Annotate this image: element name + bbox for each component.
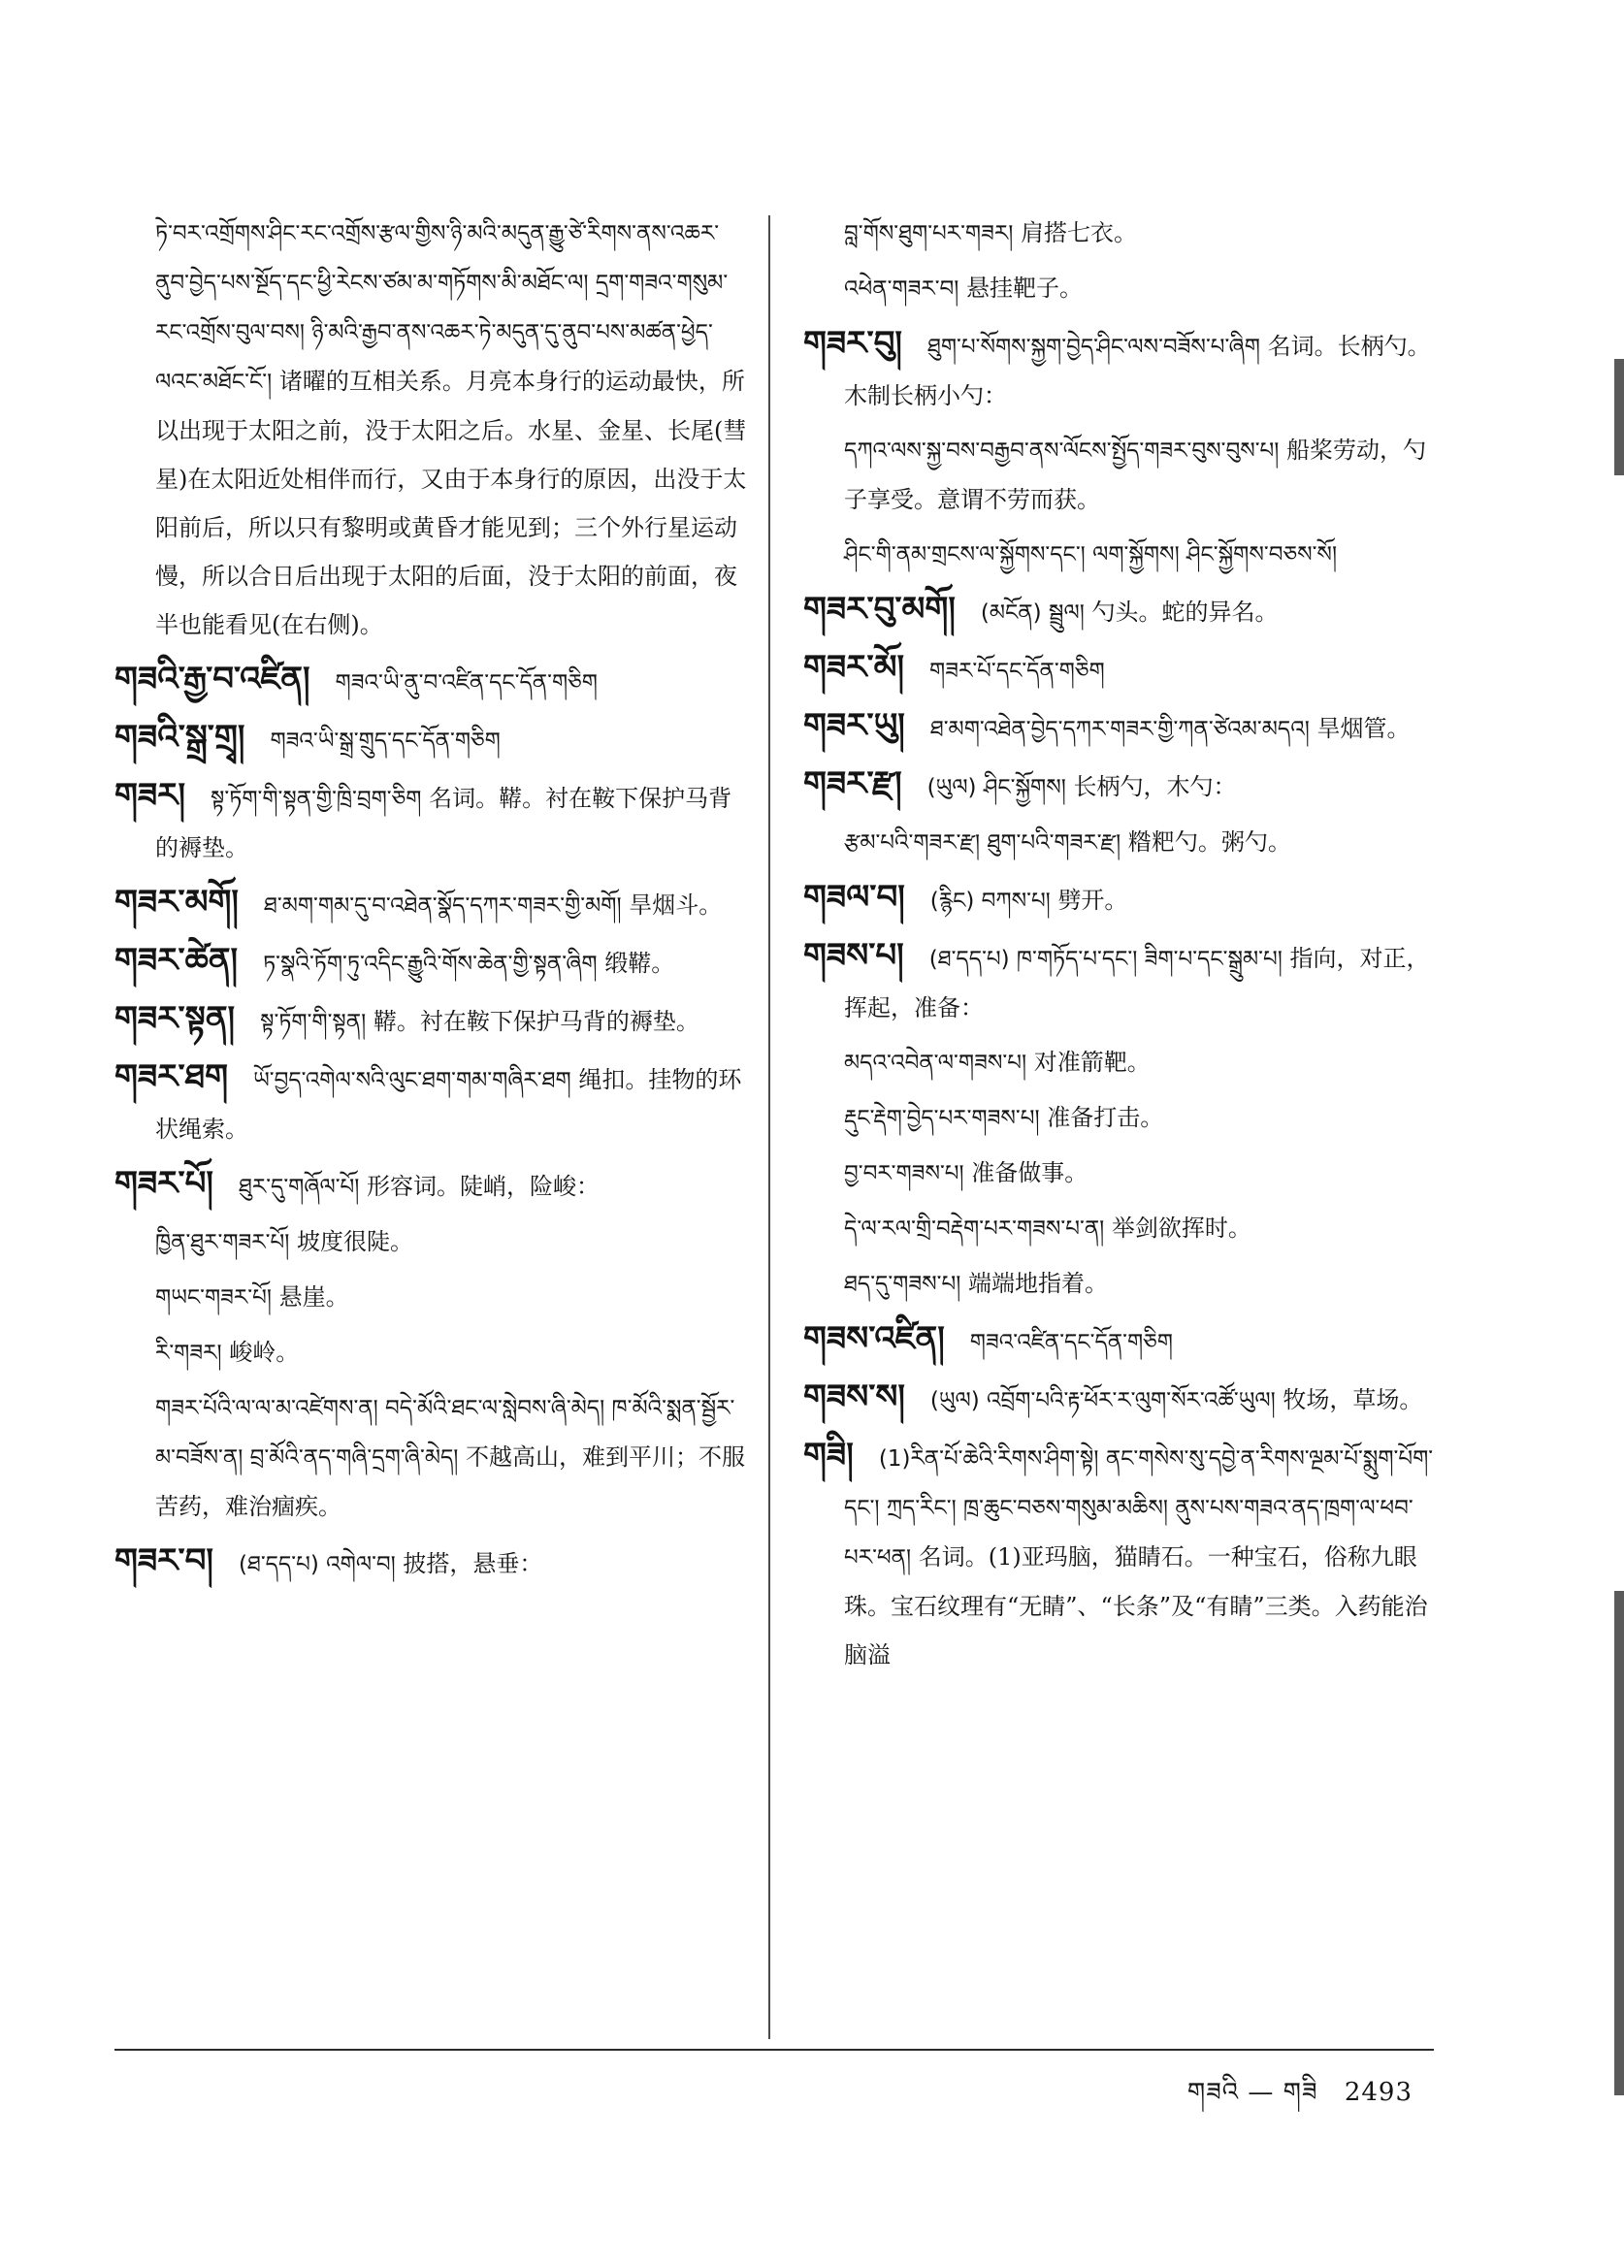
entry-headword: གཟས་འཛིན།	[803, 1319, 945, 1358]
entry-headword: གཟར་ཡུ།	[803, 706, 905, 745]
tibetan-text: ཐ་མག་འཐེན་བྱེད་དཀར་གཟར་གྱི་ཀན་ཙེའམ་མདའ།	[929, 717, 1310, 742]
chinese-definition: 诸曜的互相关系。月亮本身行的运动最快，所以出现于太阳之前，没于太阳之后。水星、金星、长尾(彗星)在太阳近处相伴而行，又由于本身行的原因，出没于太阳前后，所以只有黎明或黄昏才能见到；三个外行星运动慢，所以合日后出现于太阳的后面，没于太阳的前面，夜半也能看见(在右侧)。	[155, 368, 747, 638]
scan-edge-mark	[1614, 359, 1624, 475]
entry-headword: གཟར་མགོ།	[114, 883, 239, 922]
entry-headword: གཟར་བུ།	[803, 324, 902, 363]
dictionary-entry	[803, 1314, 1434, 1367]
chinese-definition: 坡度很陡。	[296, 1228, 413, 1255]
entry-continuation	[803, 426, 1434, 524]
tibetan-text: བྱ་བར་གཟས་པ།	[844, 1161, 964, 1186]
tibetan-text: (ཡུལ) འབྲོག་པའི་རྟ་ཕོར་ར་ལུག་སོར་འཚོ་ཡུལ།	[929, 1388, 1276, 1413]
entry-continuation	[114, 1328, 750, 1377]
dictionary-entry	[114, 936, 750, 988]
chinese-definition: 牧场，草场。	[1283, 1386, 1423, 1413]
tibetan-text: ཐུག་པ་སོགས་སྐྱག་བྱེད་ཤིང་ལས་བཟོས་པ་ཞིག	[926, 335, 1260, 360]
chinese-definition: 悬挂靶子。	[966, 275, 1084, 302]
chinese-definition: 名词。长柄勺。木制长柄小勺：	[844, 333, 1431, 409]
entry-continuation	[803, 818, 1434, 867]
entry-headword: གཟར་པོ།	[114, 1164, 213, 1203]
entry-continuation	[803, 264, 1434, 313]
dictionary-entry	[803, 319, 1434, 420]
tibetan-text: གཟར་པོ་དང་དོན་གཅིག	[929, 659, 1105, 684]
chinese-definition: 鞯。衬在鞍下保护马背的褥垫。	[373, 1008, 699, 1035]
chinese-definition: 劈开。	[1057, 887, 1128, 914]
tibetan-text: རྡུང་རྡེག་བྱེད་པར་གཟས་པ།	[844, 1106, 1040, 1131]
chinese-definition: 勺头。蛇的异名。	[1091, 599, 1279, 626]
chinese-definition: 旱烟管。	[1316, 715, 1411, 742]
tibetan-text: མདའ་འབེན་ལ་གཟས་པ།	[844, 1051, 1027, 1076]
tibetan-text: ཏ་སྣའི་ཏོག་ཏུ་འདིང་རྒྱུའི་གོས་ཆེན་གྱི་སྟན་ཞིག	[263, 952, 598, 977]
dictionary-entry	[803, 643, 1434, 696]
left-column	[114, 209, 750, 2052]
tibetan-text: (ཐ་དད་པ) ཁ་གཏོད་པ་དང་། ཟིག་པ་དང་སྒྲུམ་པ།	[928, 947, 1283, 972]
entry-continuation	[803, 1204, 1434, 1253]
tibetan-text: ཐད་དུ་གཟས་པ།	[844, 1272, 961, 1297]
chinese-definition: 船桨劳动，勺子享受。意谓不劳而获。	[844, 437, 1427, 513]
tibetan-text: ཤིང་གི་ནམ་གྲངས་ལ་སྐྱོགས་དང་། ལག་སྐྱོགས། ཤིང་སྐྱོགས་བཅས་སོ།	[844, 542, 1338, 567]
chinese-definition: 肩搭七衣。	[1020, 219, 1137, 246]
tibetan-text: གཟའ་ཡི་སྒྲ་གྲུད་དང་དོན་གཅིག	[270, 729, 501, 754]
tibetan-text: བླ་གོས་ཐུག་པར་གཟར།	[844, 221, 1014, 246]
dictionary-entry	[803, 931, 1434, 1032]
tibetan-text: རྩམ་པའི་གཟར་རྫ། ཐུག་པའི་གཟར་རྫ།	[844, 830, 1121, 856]
entry-headword: གཟི།	[803, 1436, 854, 1474]
tibetan-text: རི་གཟར།	[155, 1341, 222, 1366]
entry-headword: གཟར་ཚེན།	[114, 941, 239, 980]
tibetan-text: འཕེན་གཟར་བ།	[844, 276, 959, 302]
chinese-definition: 名词。鞯。衬在鞍下保护马背的褥垫。	[155, 785, 732, 861]
tibetan-text: (ཐ་དད་པ) འགེལ་བ།	[238, 1552, 396, 1577]
dictionary-entry	[803, 873, 1434, 925]
column-divider	[768, 215, 770, 2039]
entry-headword: གཟར།	[114, 776, 186, 815]
tibetan-text: (རྙིང) བཀས་པ།	[929, 889, 1051, 914]
tibetan-text: (1)རིན་པོ་ཆེའི་རིགས་ཤིག་སྟེ། ནང་གསེས་སུ་དབྱེ་ན་རིགས་ལྔམ་པོ་སྨུག་པོག་དང་། ཀྲད་རིང་། ཁྲ་ཆུང་བཅས་གསུམ་མཆིས། ནུས་པས་གཟའ་ནད་ཁྲག་ལ་ཕབ་པར་ཕན།	[844, 1446, 1434, 1571]
entry-headword: གཟའི་སྒྲ་གྲྭ།	[114, 718, 245, 757]
chinese-definition: 不越高山，难到平川；不服苦药，难治痼疾。	[155, 1443, 746, 1520]
tibetan-text: གཡང་གཟར་པོ།	[155, 1285, 272, 1311]
chinese-definition: 端端地指着。	[968, 1270, 1108, 1297]
dictionary-entry	[803, 585, 1434, 637]
entry-continuation	[114, 1273, 750, 1322]
tibetan-text: གཟའ་ཡི་ནུ་བ་འཛིན་དང་དོན་གཅིག	[335, 670, 598, 696]
chinese-definition: 缎鞯。	[604, 950, 675, 977]
dictionary-entry	[803, 760, 1434, 812]
entry-headword: གཟར་རྫ།	[803, 764, 902, 803]
entry-continuation	[114, 1217, 750, 1267]
tibetan-text: ཡོ་བྱད་འགེལ་སའི་ལུང་ཐག་གམ་གཞིར་ཐག	[253, 1068, 571, 1093]
page-footer	[1170, 2064, 1413, 2135]
dictionary-entry	[114, 878, 750, 930]
tibetan-text: གཟའ་འཛིན་དང་དོན་གཅིག	[969, 1330, 1173, 1355]
tibetan-text: ཏེ་བར་འགྲོགས་ཤིང་རང་འགྲོས་རྩལ་གྱིས་ཉི་མའི་མདུན་རྒྱུ་ཙེ་རིགས་ནས་འཆར་ནུབ་བྱེད་པས་སྔོད་དང་ཕྱི་རེངས་ཙམ་མ་གཏོགས་མི་མཐོང་ལ། དྲག་གཟའ་གསུམ་རང་འགྲོས་བུལ་བས། ཉི་མའི་རྒྱབ་ནས་འཆར་ཏེ་མདུན་དུ་ནུབ་པས་མཚན་ཕྱེད་ལའང་མཐོང་ངོ་།	[155, 221, 729, 395]
tibetan-text: དཀའ་ལས་སྐྱ་བས་བརྒྱབ་ནས་ལོངས་སྤྱོད་གཟར་བུས་བུས་པ།	[844, 438, 1280, 464]
chinese-definition: 披搭，悬垂：	[403, 1550, 543, 1577]
dictionary-entry	[803, 1431, 1434, 1679]
entry-headword: གཟར་སྟན།	[114, 999, 236, 1038]
chinese-definition: 准备打击。	[1047, 1104, 1164, 1131]
tibetan-text: ཐ་མག་གམ་དུ་བ་འཐེན་སྣོད་དཀར་གཟར་གྱི་མགོ།	[263, 893, 622, 919]
entry-continuation	[114, 209, 750, 649]
entry-continuation	[803, 209, 1434, 258]
tibetan-text: དེ་ལ་རལ་གྲི་བརྡེག་པར་གཟས་པ་ན།	[844, 1216, 1105, 1242]
chinese-definition: 名词。(1)亚玛脑，猫睛石。一种宝石，俗称九眼珠。宝石纹理有“无睛”、“长条”及“有睛”三类。入药能治脑溢	[844, 1543, 1428, 1669]
entry-continuation	[803, 1149, 1434, 1198]
footer-rule	[114, 2049, 1434, 2051]
chinese-definition: 峻岭。	[229, 1339, 300, 1366]
dictionary-entry	[803, 701, 1434, 754]
dictionary-entry	[114, 994, 750, 1047]
entry-continuation	[803, 1093, 1434, 1143]
dictionary-entry	[114, 713, 750, 765]
entry-continuation	[803, 1259, 1434, 1309]
chinese-definition: 长柄勺，木勺：	[1073, 773, 1237, 800]
right-column	[803, 209, 1434, 2052]
scan-edge-mark	[1614, 1591, 1624, 2095]
footer-entry-range: གཟའི — གཟི	[1186, 2078, 1318, 2107]
dictionary-entry	[803, 1373, 1434, 1425]
page-number: 2493	[1344, 2078, 1413, 2107]
chinese-definition: 举剑欲挥时。	[1111, 1215, 1251, 1242]
entry-headword: གཟར་བ།	[114, 1541, 213, 1580]
entry-continuation	[114, 1383, 750, 1531]
entry-headword: གཟས་པ།	[803, 936, 904, 975]
tibetan-text: (མངོན) སྦྲུལ།	[980, 600, 1085, 626]
tibetan-text: གཟར་པོའི་ལ་ལ་མ་འཛེགས་ན། བདེ་མོའི་ཐང་ལ་སླེབས་ཞི་མེད། ཁ་མོའི་སྨན་སྦྱོར་མ་བཟོས་ན། བྲ་མོའི་ནད་གཞི་དྲག་ཞི་མེད།	[155, 1396, 735, 1471]
dictionary-entry	[114, 655, 750, 707]
chinese-definition: 指向，对正，挥起，准备：	[844, 945, 1430, 1021]
chinese-definition: 对准箭靶。	[1033, 1049, 1151, 1076]
tibetan-text: སྟ་ཏོག་གི་སྟན་གྱི་ཁྲི་བྲག་ཅིག	[211, 787, 422, 812]
tibetan-text: སྟ་ཏོག་གི་སྟན།	[260, 1010, 367, 1035]
entry-headword: གཟས་ས།	[803, 1377, 905, 1416]
chinese-definition: 糌粑勺。粥勺。	[1127, 828, 1291, 856]
entry-continuation	[803, 530, 1434, 579]
dictionary-entry	[114, 1537, 750, 1589]
chinese-definition: 悬崖。	[278, 1283, 349, 1311]
dictionary-entry	[114, 1159, 750, 1212]
entry-headword: གཟའི་རྒྱ་བ་འཛིན།	[114, 660, 310, 698]
chinese-definition: 旱烟斗。	[629, 891, 723, 919]
entry-continuation	[803, 1038, 1434, 1087]
tibetan-text: ཐུར་དུ་གཞོལ་པོ།	[238, 1175, 360, 1200]
dictionary-entry	[114, 1053, 750, 1153]
chinese-definition: 形容词。陡峭，险峻：	[367, 1173, 601, 1200]
chinese-definition: 准备做事。	[971, 1159, 1088, 1186]
entry-headword: གཟར་མོ།	[803, 648, 905, 687]
chinese-definition: 绳扣。挂物的环状绳索。	[155, 1066, 742, 1143]
tibetan-text: ཁྱིན་ཐུར་གཟར་པོ།	[155, 1230, 290, 1255]
entry-headword: གཟར་བུ་མགོ།	[803, 590, 956, 629]
tibetan-text: (ཡུལ) ཤིང་སྐྱོགས།	[926, 775, 1066, 800]
entry-headword: གཟལ་བ།	[803, 878, 905, 917]
dictionary-entry	[114, 771, 750, 872]
entry-headword: གཟར་ཐག	[114, 1057, 229, 1096]
